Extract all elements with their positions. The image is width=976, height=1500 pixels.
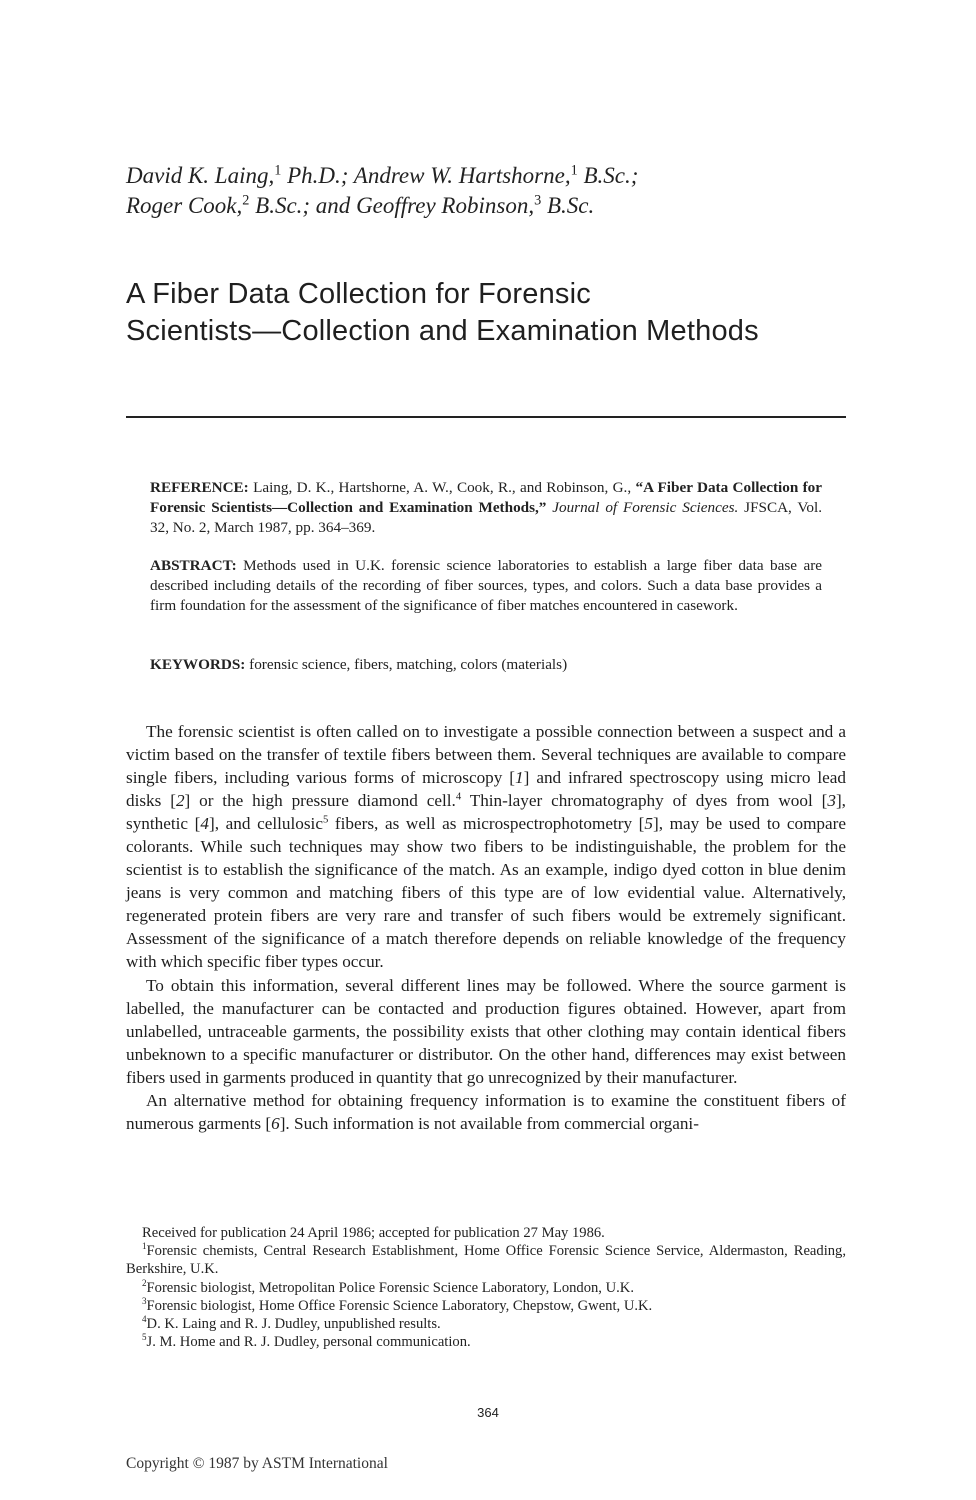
reference-article-title: “A Fiber Data Collection for Forensic Scientists—Collection and Examination Methods,” (150, 479, 823, 516)
citation-ref: 3 (827, 791, 836, 811)
abstract-block (150, 556, 822, 616)
author-name: Geoffrey Robinson, (356, 193, 535, 218)
body-text-run: Thin-layer chromatography of dyes from wool [ (461, 791, 828, 811)
affiliation-mark: 3 (534, 192, 542, 209)
title-line-1: A Fiber Data Collection for Forensic (126, 278, 591, 310)
keywords-label: KEYWORDS: (150, 656, 246, 673)
body-paragraph-2: To obtain this information, several different lines may be followed. Where the source garment is labelled, the manufacturer can be contacted and production figures obtained. However, apart from unlabelled, untraceable garments, the possibility exists that other clothing may contain identical fibers unbeknown to a specific manufacturer or distributor. On the other hand, differences may exist between fibers used in garments produced in quantity that go unrecognized by their manufacturer. (126, 975, 846, 1087)
footnote-4 (126, 1315, 846, 1333)
citation-ref: 1 (515, 768, 524, 788)
author-degree: B.Sc. (546, 193, 595, 218)
body-paragraph-1 (126, 720, 846, 974)
footnote-mark: 5 (322, 814, 329, 826)
author-name: David K. Laing, (126, 163, 275, 188)
footnote-text: Forensic biologist, Home Office Forensic Science Laboratory, Chepstow, Gwent, U.K. (146, 1297, 653, 1314)
author-degree: B.Sc.; and (255, 193, 351, 218)
page-number: 364 (477, 1405, 499, 1420)
footnote-mark: 2 (142, 1277, 147, 1288)
body-paragraph-3 (126, 1089, 846, 1135)
footnote-text: Forensic chemists, Central Research Establishment, Home Office Forensic Science Service, Aldermaston, Reading, Berkshire, U.K. (126, 1243, 846, 1278)
footnote-mark: 1 (142, 1241, 147, 1252)
body-text-run: ], may be used to compare colorants. While such techniques may show two fibers to be indistinguishable, the problem for the scientist is to establish the significance of the match. As an example, indigo dyed cotton in blue denim jeans is very common and matching fibers of this type are of low evidential value. Alternatively, regenerated protein fibers are very rare and transfer of such fibers would be extremely significant. Assessment of the significance of a match therefore depends on reliable knowledge of the frequency with which specific fiber types occur. (126, 814, 847, 972)
affiliation-mark: 1 (570, 162, 578, 179)
footnote-5 (126, 1333, 846, 1351)
footnote-2 (126, 1279, 846, 1297)
citation-ref: 4 (200, 814, 209, 834)
author-list (126, 161, 846, 221)
footnote-mark: 5 (142, 1332, 147, 1343)
author-degree: B.Sc.; (583, 163, 639, 188)
keywords-block (150, 655, 822, 675)
footnote-1 (126, 1242, 846, 1278)
footnote-mark: 4 (455, 791, 462, 803)
author-name: Andrew W. Hartshorne, (353, 163, 571, 188)
affiliation-mark: 2 (242, 192, 250, 209)
article-title (126, 276, 856, 350)
reference-block (150, 478, 822, 538)
reference-journal: Journal of Forensic Sciences. (552, 499, 739, 516)
body-text-run: ]. Such information is not available from commercial organi- (279, 1113, 699, 1133)
body-text-run: An alternative method for obtaining frequency information is to examine the constituent fibers of numerous garments [ (126, 1090, 846, 1133)
affiliation-mark: 1 (274, 162, 282, 179)
reference-details: JFSCA, Vol. 32, No. 2, March 1987, pp. 364–369. (150, 499, 823, 536)
title-divider (126, 416, 846, 418)
title-line-2: Scientists—Collection and Examination Methods (126, 315, 759, 347)
footnote-mark: 3 (142, 1295, 147, 1306)
citation-ref: 2 (175, 791, 185, 811)
body-text-run: ], and cellulosic (209, 814, 323, 834)
abstract-label: ABSTRACT: (150, 557, 237, 574)
author-line-1 (126, 161, 846, 191)
body-text-run: ] and infrared spectroscopy using micro lead disks [ (126, 768, 847, 811)
citation-ref: 5 (644, 814, 653, 834)
article-body (126, 720, 846, 1135)
abstract-text: Methods used in U.K. forensic science laboratories to establish a large fiber data base are described including details of the recording of fiber sources, types, and colors. Such a data base provides a firm foundation for the assessment of the significance of fiber matches encountered in casework. (150, 557, 823, 614)
keywords-text: forensic science, fibers, matching, colors (materials) (249, 656, 568, 673)
footnote-text: D. K. Laing and R. J. Dudley, unpublished results. (146, 1316, 441, 1333)
body-text-run: fibers, as well as microspectrophotometry [ (328, 814, 645, 834)
reference-authors: Laing, D. K., Hartshorne, A. W., Cook, R., and Robinson, G., (253, 479, 632, 496)
author-line-2 (126, 191, 846, 221)
citation-ref: 6 (271, 1113, 280, 1133)
body-text-run: The forensic scientist is often called on to investigate a possible connection between a suspect and a victim based on the transfer of textile fibers between them. Several techniques are available to compare single fibers, including various forms of microscopy [ (126, 722, 846, 788)
reference-label: REFERENCE: (150, 479, 249, 496)
author-name: Roger Cook, (126, 193, 243, 218)
copyright-notice: Copyright © 1987 by ASTM International (126, 1455, 388, 1472)
footnote-text: Forensic biologist, Metropolitan Police Forensic Science Laboratory, London, U.K. (146, 1279, 634, 1296)
body-text-run: ] or the high pressure diamond cell. (184, 791, 456, 811)
footnote-text: J. M. Home and R. J. Dudley, personal communication. (146, 1334, 471, 1351)
footnotes (126, 1224, 846, 1351)
received-note: Received for publication 24 April 1986; accepted for publication 27 May 1986. (142, 1225, 605, 1241)
body-text-run: ], synthetic [ (126, 791, 846, 834)
footnote-mark: 4 (142, 1314, 147, 1325)
footnote-3 (126, 1297, 846, 1315)
author-degree: Ph.D.; (287, 163, 349, 188)
